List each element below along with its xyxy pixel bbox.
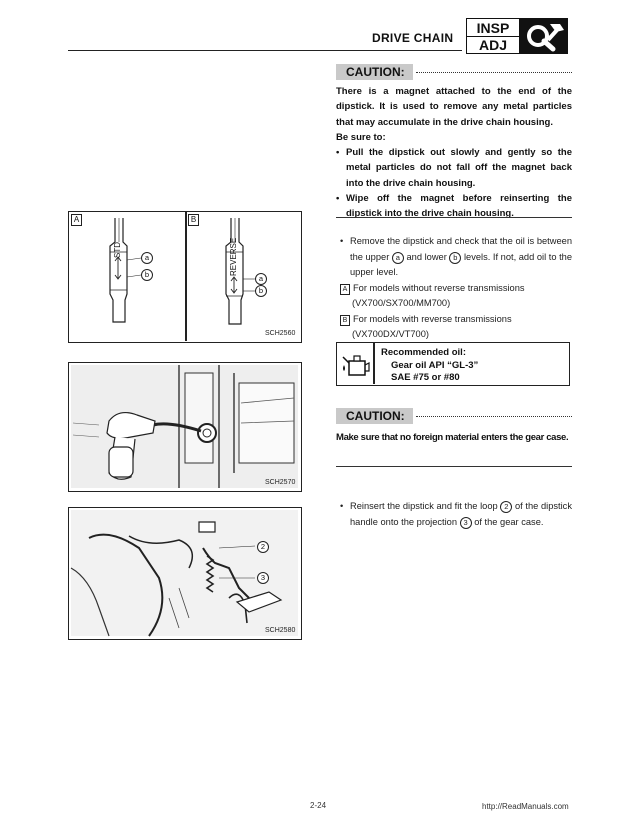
oil-line-1: Gear oil API “GL-3” (391, 359, 479, 371)
wrench-magnifier-icon (520, 18, 568, 54)
caution-intro: There is a magnet attached to the end of the dipstick. It is used to remove any metal particles that may accumulate in the drive chain housing. (336, 86, 572, 128)
step-text-part: of the dipstick handle onto the projection (350, 501, 572, 527)
step-check-oil (340, 234, 572, 343)
fig1-mark-b-rev: b (255, 285, 267, 297)
caution-dotted-rule-1 (416, 72, 572, 73)
step-check-oil-text (340, 234, 572, 281)
caution-bullet-2: • Wipe off the magnet before reinserting the dipstick into the drive chain housing. (336, 191, 572, 222)
step-reinsert-text (340, 499, 572, 530)
pull-dipstick-drawing (69, 363, 300, 490)
panel-b-label: B (188, 214, 199, 226)
oil-title: Recommended oil: (381, 347, 466, 358)
key-a: A (340, 284, 350, 295)
fig2-code: SCH2570 (265, 479, 296, 486)
note-a (340, 281, 572, 297)
figure-dipstick-levels (68, 211, 302, 343)
note-a-text: For models without reverse transmissions (353, 282, 525, 293)
badge-adj: ADJ (478, 37, 507, 53)
step-text-part: levels. If not, add oil to the upper level. (350, 251, 572, 277)
fig1-mark-b-std: b (141, 269, 153, 281)
caution-label-1: CAUTION: (336, 64, 413, 80)
panel-a-label: A (71, 214, 82, 226)
step-text-part: and lower (406, 251, 447, 262)
oil-box-divider (373, 343, 375, 384)
caution-be-sure: Be sure to: (336, 131, 386, 143)
figure-pull-dipstick (68, 362, 302, 492)
note-b-text: For models with reverse transmissions (353, 313, 512, 324)
reverse-label: REVERSE (229, 237, 238, 276)
caution-bullet-1: • Pull the dipstick out slowly and gently so the metal particles do not fall off the magnet back into the drive chain housing. (336, 145, 572, 191)
fig1-mark-a-rev: a (255, 273, 267, 285)
callout-2: 2 (500, 501, 512, 513)
fig1-code: SCH2560 (265, 330, 296, 337)
caution-header-2 (336, 408, 572, 424)
note-a-models: (VX700/SX700/MM700) (352, 298, 451, 308)
oil-spec (381, 347, 478, 385)
step-text-part: Reinsert the dipstick and fit the loop (350, 501, 498, 511)
fig1-mark-a-std: a (141, 252, 153, 264)
key-b: B (340, 315, 350, 326)
fig3-callout-2: 2 (257, 541, 269, 553)
step-text-part: of the gear case. (474, 516, 544, 527)
caution-text-2: Make sure that no foreign material enters the gear case. (336, 432, 569, 443)
oil-line-2: SAE #75 or #80 (391, 372, 460, 383)
callout-3: 3 (460, 517, 472, 529)
note-b-models: (VX700DX/VT700) (352, 329, 429, 339)
recommended-oil-box (336, 342, 570, 386)
insp-adj-badge (466, 18, 520, 54)
figure-reinsert-dipstick (68, 507, 302, 640)
fig3-callout-3: 3 (257, 572, 269, 584)
caution-header-1 (336, 64, 572, 80)
header-rule (68, 50, 462, 51)
fig3-code: SCH2580 (265, 627, 296, 634)
oil-can-icon (341, 347, 371, 381)
caution-end-rule (336, 217, 572, 218)
caution-dotted-rule-2 (416, 416, 572, 417)
mark-a: a (392, 252, 404, 264)
footer-url[interactable]: http://ReadManuals.com (482, 802, 569, 811)
step-reinsert (340, 499, 572, 530)
page-number: 2-24 (310, 801, 327, 810)
badge-insp: INSP (467, 20, 519, 37)
note-b (340, 312, 572, 328)
step-text-part: Remove the dipstick and check that the oil is between the upper (350, 236, 572, 262)
section-title: DRIVE CHAIN (372, 31, 454, 45)
caution-label-2: CAUTION: (336, 408, 413, 424)
caution-text-1 (336, 84, 572, 222)
caution2-end-rule (336, 466, 572, 467)
std-label: STD (113, 242, 122, 258)
mark-b: b (449, 252, 461, 264)
